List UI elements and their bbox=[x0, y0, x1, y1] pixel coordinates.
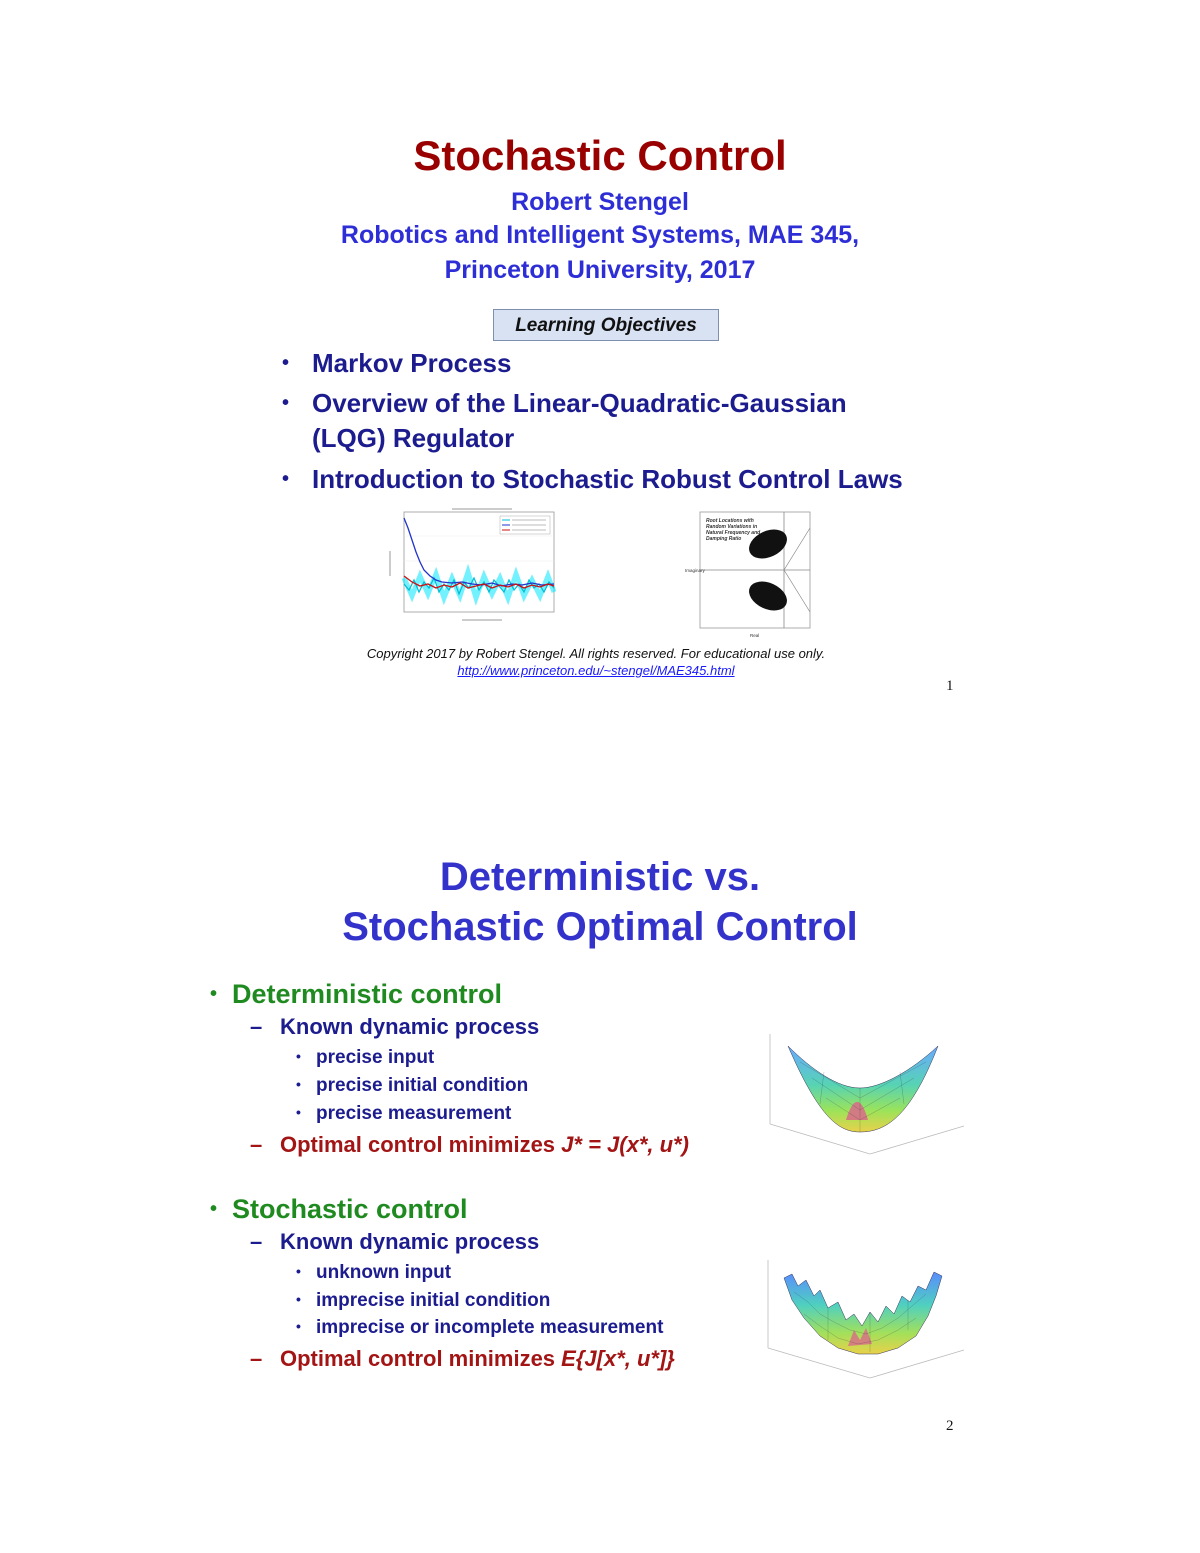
objective-item bbox=[282, 348, 511, 379]
deterministic-cost-surface-figure bbox=[760, 1028, 970, 1168]
bullet-dot-icon: • bbox=[282, 468, 290, 490]
bullet-dot-icon: • bbox=[296, 1291, 301, 1307]
stochastic-item bbox=[296, 1317, 663, 1339]
objective-item bbox=[282, 388, 847, 419]
objective-text: Markov Process bbox=[312, 348, 512, 378]
bullet-dot-icon: • bbox=[210, 1198, 218, 1220]
dash-icon: – bbox=[250, 1132, 263, 1157]
dash-icon: – bbox=[250, 1346, 263, 1371]
slide2-title-line1: Deterministic vs. bbox=[439, 855, 761, 899]
opt-formula: E{J[x*, u*]} bbox=[561, 1346, 675, 1371]
bullet-dot-icon: • bbox=[296, 1048, 301, 1064]
root-figure-caption: Damping Ratio bbox=[706, 536, 742, 542]
slide1-course: Robotics and Intelligent Systems, MAE 345, bbox=[340, 221, 860, 249]
item-text: unknown input bbox=[316, 1262, 452, 1283]
deterministic-item bbox=[296, 1047, 434, 1069]
page-number: 2 bbox=[946, 1418, 954, 1434]
objective-text: Introduction to Stochastic Robust Control Laws bbox=[312, 464, 903, 494]
sub-text: Known dynamic process bbox=[280, 1229, 540, 1254]
item-text: precise initial condition bbox=[316, 1075, 529, 1096]
deterministic-heading bbox=[210, 979, 502, 1010]
bullet-dot-icon: • bbox=[296, 1263, 301, 1279]
objective-item bbox=[282, 464, 903, 495]
stochastic-sub bbox=[250, 1229, 539, 1255]
root-figure-xlabel: Real bbox=[750, 633, 760, 638]
dash-icon: – bbox=[250, 1014, 263, 1039]
stochastic-item bbox=[296, 1262, 451, 1284]
dash-icon: – bbox=[250, 1229, 263, 1254]
bullet-dot-icon: • bbox=[210, 983, 218, 1005]
item-text: imprecise or incomplete measurement bbox=[316, 1317, 664, 1338]
slide1-institution: Princeton University, 2017 bbox=[444, 256, 756, 284]
opt-text: Optimal control minimizes bbox=[280, 1132, 562, 1157]
copyright-notice: Copyright 2017 by Robert Stengel. All rights reserved. For educational use only. bbox=[366, 646, 826, 661]
item-text: imprecise initial condition bbox=[316, 1290, 551, 1311]
stochastic-optimal bbox=[250, 1346, 675, 1372]
deterministic-item bbox=[296, 1103, 511, 1125]
slide2-title-line2: Stochastic Optimal Control bbox=[342, 905, 858, 949]
deterministic-item bbox=[296, 1075, 528, 1097]
heading-text: Stochastic control bbox=[232, 1194, 468, 1224]
opt-text: Optimal control minimizes bbox=[280, 1346, 562, 1371]
sub-text: Known dynamic process bbox=[280, 1014, 540, 1039]
deterministic-optimal bbox=[250, 1132, 689, 1158]
stochastic-heading bbox=[210, 1194, 468, 1225]
lqg-time-history-figure bbox=[382, 506, 562, 634]
objective-text: Overview of the Linear-Quadratic-Gaussian bbox=[312, 388, 847, 418]
deterministic-sub bbox=[250, 1014, 539, 1040]
slide1-title: Stochastic Control bbox=[413, 132, 787, 179]
page-number: 1 bbox=[946, 678, 954, 694]
bullet-dot-icon: • bbox=[282, 352, 290, 374]
item-text: precise measurement bbox=[316, 1103, 512, 1124]
heading-text: Deterministic control bbox=[232, 979, 503, 1009]
bullet-dot-icon: • bbox=[296, 1076, 301, 1092]
course-url-link[interactable]: http://www.princeton.edu/~stengel/MAE345.html bbox=[457, 663, 735, 678]
root-locations-figure bbox=[684, 508, 814, 638]
stochastic-cost-surface-figure bbox=[758, 1256, 972, 1386]
item-text: precise input bbox=[316, 1047, 435, 1068]
root-figure-caption: Random Variations in bbox=[706, 524, 758, 530]
root-figure-caption: Natural Frequency and bbox=[706, 530, 761, 536]
opt-formula: J* = J(x*, u*) bbox=[561, 1132, 689, 1157]
bullet-dot-icon: • bbox=[296, 1318, 301, 1334]
bullet-dot-icon: • bbox=[296, 1104, 301, 1120]
objective-item-continued: (LQG) Regulator bbox=[312, 423, 515, 453]
stochastic-item bbox=[296, 1290, 550, 1312]
root-figure-caption: Root Locations with bbox=[706, 518, 754, 524]
slide1-author: Robert Stengel bbox=[511, 188, 689, 216]
bullet-dot-icon: • bbox=[282, 392, 290, 414]
root-figure-ylabel: Imaginary bbox=[685, 568, 705, 573]
learning-objectives-label: Learning Objectives bbox=[493, 309, 719, 341]
